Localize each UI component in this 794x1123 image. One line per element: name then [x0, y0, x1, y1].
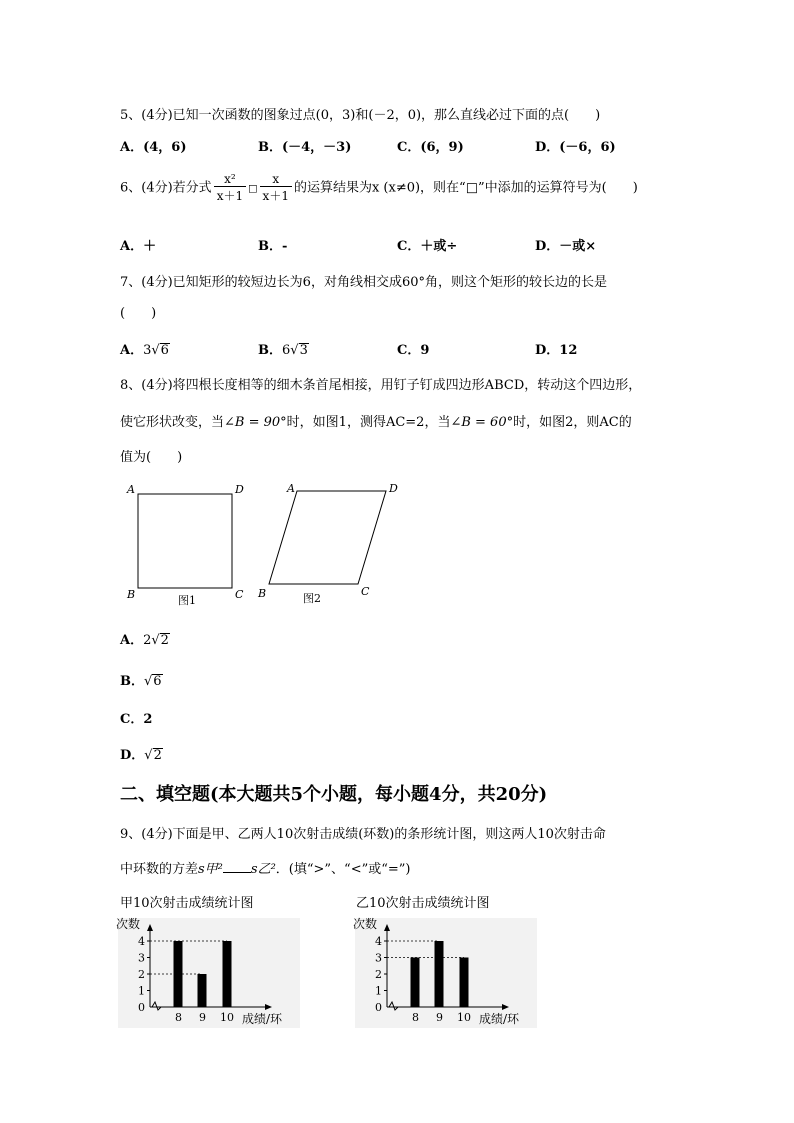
q7-option-b-coef: 6: [282, 343, 291, 358]
q8-option-c: C．2: [120, 712, 153, 727]
fig2-rhombus: [269, 491, 386, 584]
q6-option-c: C．＋或÷: [397, 239, 458, 254]
q6-frac1-num: x²: [214, 172, 246, 187]
chart-1-ytick-label: 1: [138, 984, 145, 998]
chart-1: [110, 910, 310, 1030]
q6-frac1-den: x＋1: [216, 189, 244, 203]
q8-angle-1: ∠B = 90°: [224, 415, 287, 430]
q9-line-2a: 中环数的方差: [120, 862, 199, 877]
q5-option-b: B．(－4，－3): [258, 140, 352, 155]
fig1-square: [138, 494, 232, 588]
q8-option-b-radicand: 6: [153, 674, 162, 689]
chart-1-xtick-label: 8: [175, 1011, 182, 1024]
chart-2-ytick-label: 1: [375, 984, 382, 998]
q8-option-a-coef: 2: [143, 633, 152, 648]
fig2-label-d: D: [389, 482, 398, 495]
fig1-label-b: B: [127, 588, 136, 601]
q6-frac2-num: x: [260, 172, 292, 187]
q7-option-b-label: B．: [258, 343, 282, 358]
q8-line-3: 值为( ): [120, 450, 183, 465]
q7-option-a-coef: 3: [143, 343, 152, 358]
q9-line-1: 9、(4分)下面是甲、乙两人10次射击成绩(环数)的条形统计图，则这两人10次射击命: [120, 827, 606, 842]
q7-option-d: D．12: [535, 343, 578, 358]
fig1-caption: 图1: [178, 594, 196, 607]
q7-option-a-label: A．: [120, 343, 144, 358]
q7-option-b: B．6√3: [258, 343, 308, 358]
chart-1-xtick-label: 10: [220, 1011, 234, 1024]
chart-1-ytick-label: 3: [138, 951, 145, 965]
chart-2: [347, 910, 547, 1030]
q8-angle-2: ∠B = 60°: [450, 415, 514, 430]
q5-option-c: C．(6，9): [397, 140, 464, 155]
chart-2-xtick-label: 10: [457, 1011, 471, 1024]
chart-1-xlabel: 成绩/环: [242, 1012, 283, 1026]
q8-option-b: B．√6: [120, 674, 162, 689]
q6-frac2-den: x＋1: [262, 189, 289, 203]
q8-line-1: 8、(4分)将四根长度相等的细木条首尾相接，用钉子钉成四边形ABCD，转动这个四边形，: [120, 378, 642, 393]
q6-option-a: A．＋: [120, 239, 157, 254]
chart-1-ytick-label: 4: [138, 935, 145, 948]
fig2-label-b: B: [258, 587, 267, 600]
chart-1-ylabel: 次数: [116, 917, 141, 931]
chart-2-ytick-label: 3: [375, 951, 382, 965]
q9-s-yi: s乙²: [250, 862, 276, 877]
q6-option-d: D．－或×: [535, 239, 597, 254]
q5-option-d: D．(－6，6): [535, 140, 616, 155]
q8-line-2b: 时，如图1，测得AC=2，当: [286, 415, 451, 430]
q8-option-d-radicand: 2: [153, 748, 162, 763]
chart-2-ytick-label: 0: [375, 1001, 382, 1014]
q9-s-jia: s甲²: [198, 862, 223, 877]
chart-2-xtick-label: 8: [412, 1011, 419, 1024]
q9-answer-blank[interactable]: [223, 872, 251, 873]
chart-2-xlabel: 成绩/环: [479, 1012, 520, 1026]
q6-option-b: B．-: [258, 239, 288, 254]
q5-option-a: A．(4，6): [120, 140, 187, 155]
q7-stem-paren: ( ): [120, 306, 157, 321]
q9-line-2: [120, 858, 411, 877]
chart-2-ytick-label: 4: [375, 935, 382, 948]
q8-option-a-radicand: 2: [160, 633, 169, 648]
chart-1-title: 甲10次射击成绩统计图: [120, 896, 254, 911]
section-2-title: 二、填空题(本大题共5个小题，每小题4分，共20分): [120, 784, 548, 805]
fig2-caption: 图2: [303, 592, 321, 605]
q6-box: □: [248, 183, 258, 195]
chart-2-ylabel: 次数: [353, 917, 378, 931]
q8-line-2c: 时，如图2，则AC的: [513, 415, 632, 430]
chart-1-ytick-label: 2: [138, 968, 145, 981]
fig2-label-c: C: [361, 585, 370, 598]
q8-option-d: D．√2: [120, 748, 162, 763]
fig2-label-a: A: [287, 482, 295, 495]
q7-option-a-radicand: 6: [160, 343, 169, 358]
chart-2-bar: [411, 958, 420, 1008]
q6-prefix: 6、(4分)若分式: [120, 180, 212, 196]
q7-stem: 7、(4分)已知矩形的较短边长为6，对角线相交成60°角，则这个矩形的较长边的长是: [120, 275, 607, 290]
chart-2-bar: [435, 941, 444, 1007]
q7-option-c: C．9: [397, 343, 430, 358]
q7-option-a: A．3√6: [120, 343, 169, 358]
q8-line-2a: 使它形状改变，当: [120, 415, 225, 430]
chart-2-xtick-label: 9: [436, 1011, 443, 1024]
q8-option-a-label: A．: [120, 633, 144, 648]
q9-line-2b: ．(填“>”、“<”或“=”): [275, 862, 411, 877]
fig1-label-d: D: [235, 483, 244, 496]
chart-1-bar: [174, 941, 183, 1007]
chart-1-bar: [198, 974, 207, 1007]
chart-1-bar: [223, 941, 232, 1007]
q8-option-d-label: D．: [120, 748, 145, 763]
q8-option-b-label: B．: [120, 674, 144, 689]
q7-option-b-radicand: 3: [299, 343, 308, 358]
chart-2-bar: [460, 958, 469, 1008]
q6-suffix: 的运算结果为x (x≠0)，则在“□”中添加的运算符号为( ): [293, 180, 638, 196]
chart-2-ytick-label: 2: [375, 968, 382, 981]
chart-2-title: 乙10次射击成绩统计图: [356, 896, 490, 911]
chart-1-ytick-label: 0: [138, 1001, 145, 1014]
fig1-label-a: A: [127, 483, 135, 496]
chart-1-xtick-label: 9: [199, 1011, 206, 1024]
q5-stem: 5、(4分)已知一次函数的图象过点(0，3)和(－2，0)，那么直线必过下面的点( ): [120, 108, 601, 123]
q8-option-a: A．2√2: [120, 633, 169, 648]
fig1-label-c: C: [235, 588, 244, 601]
